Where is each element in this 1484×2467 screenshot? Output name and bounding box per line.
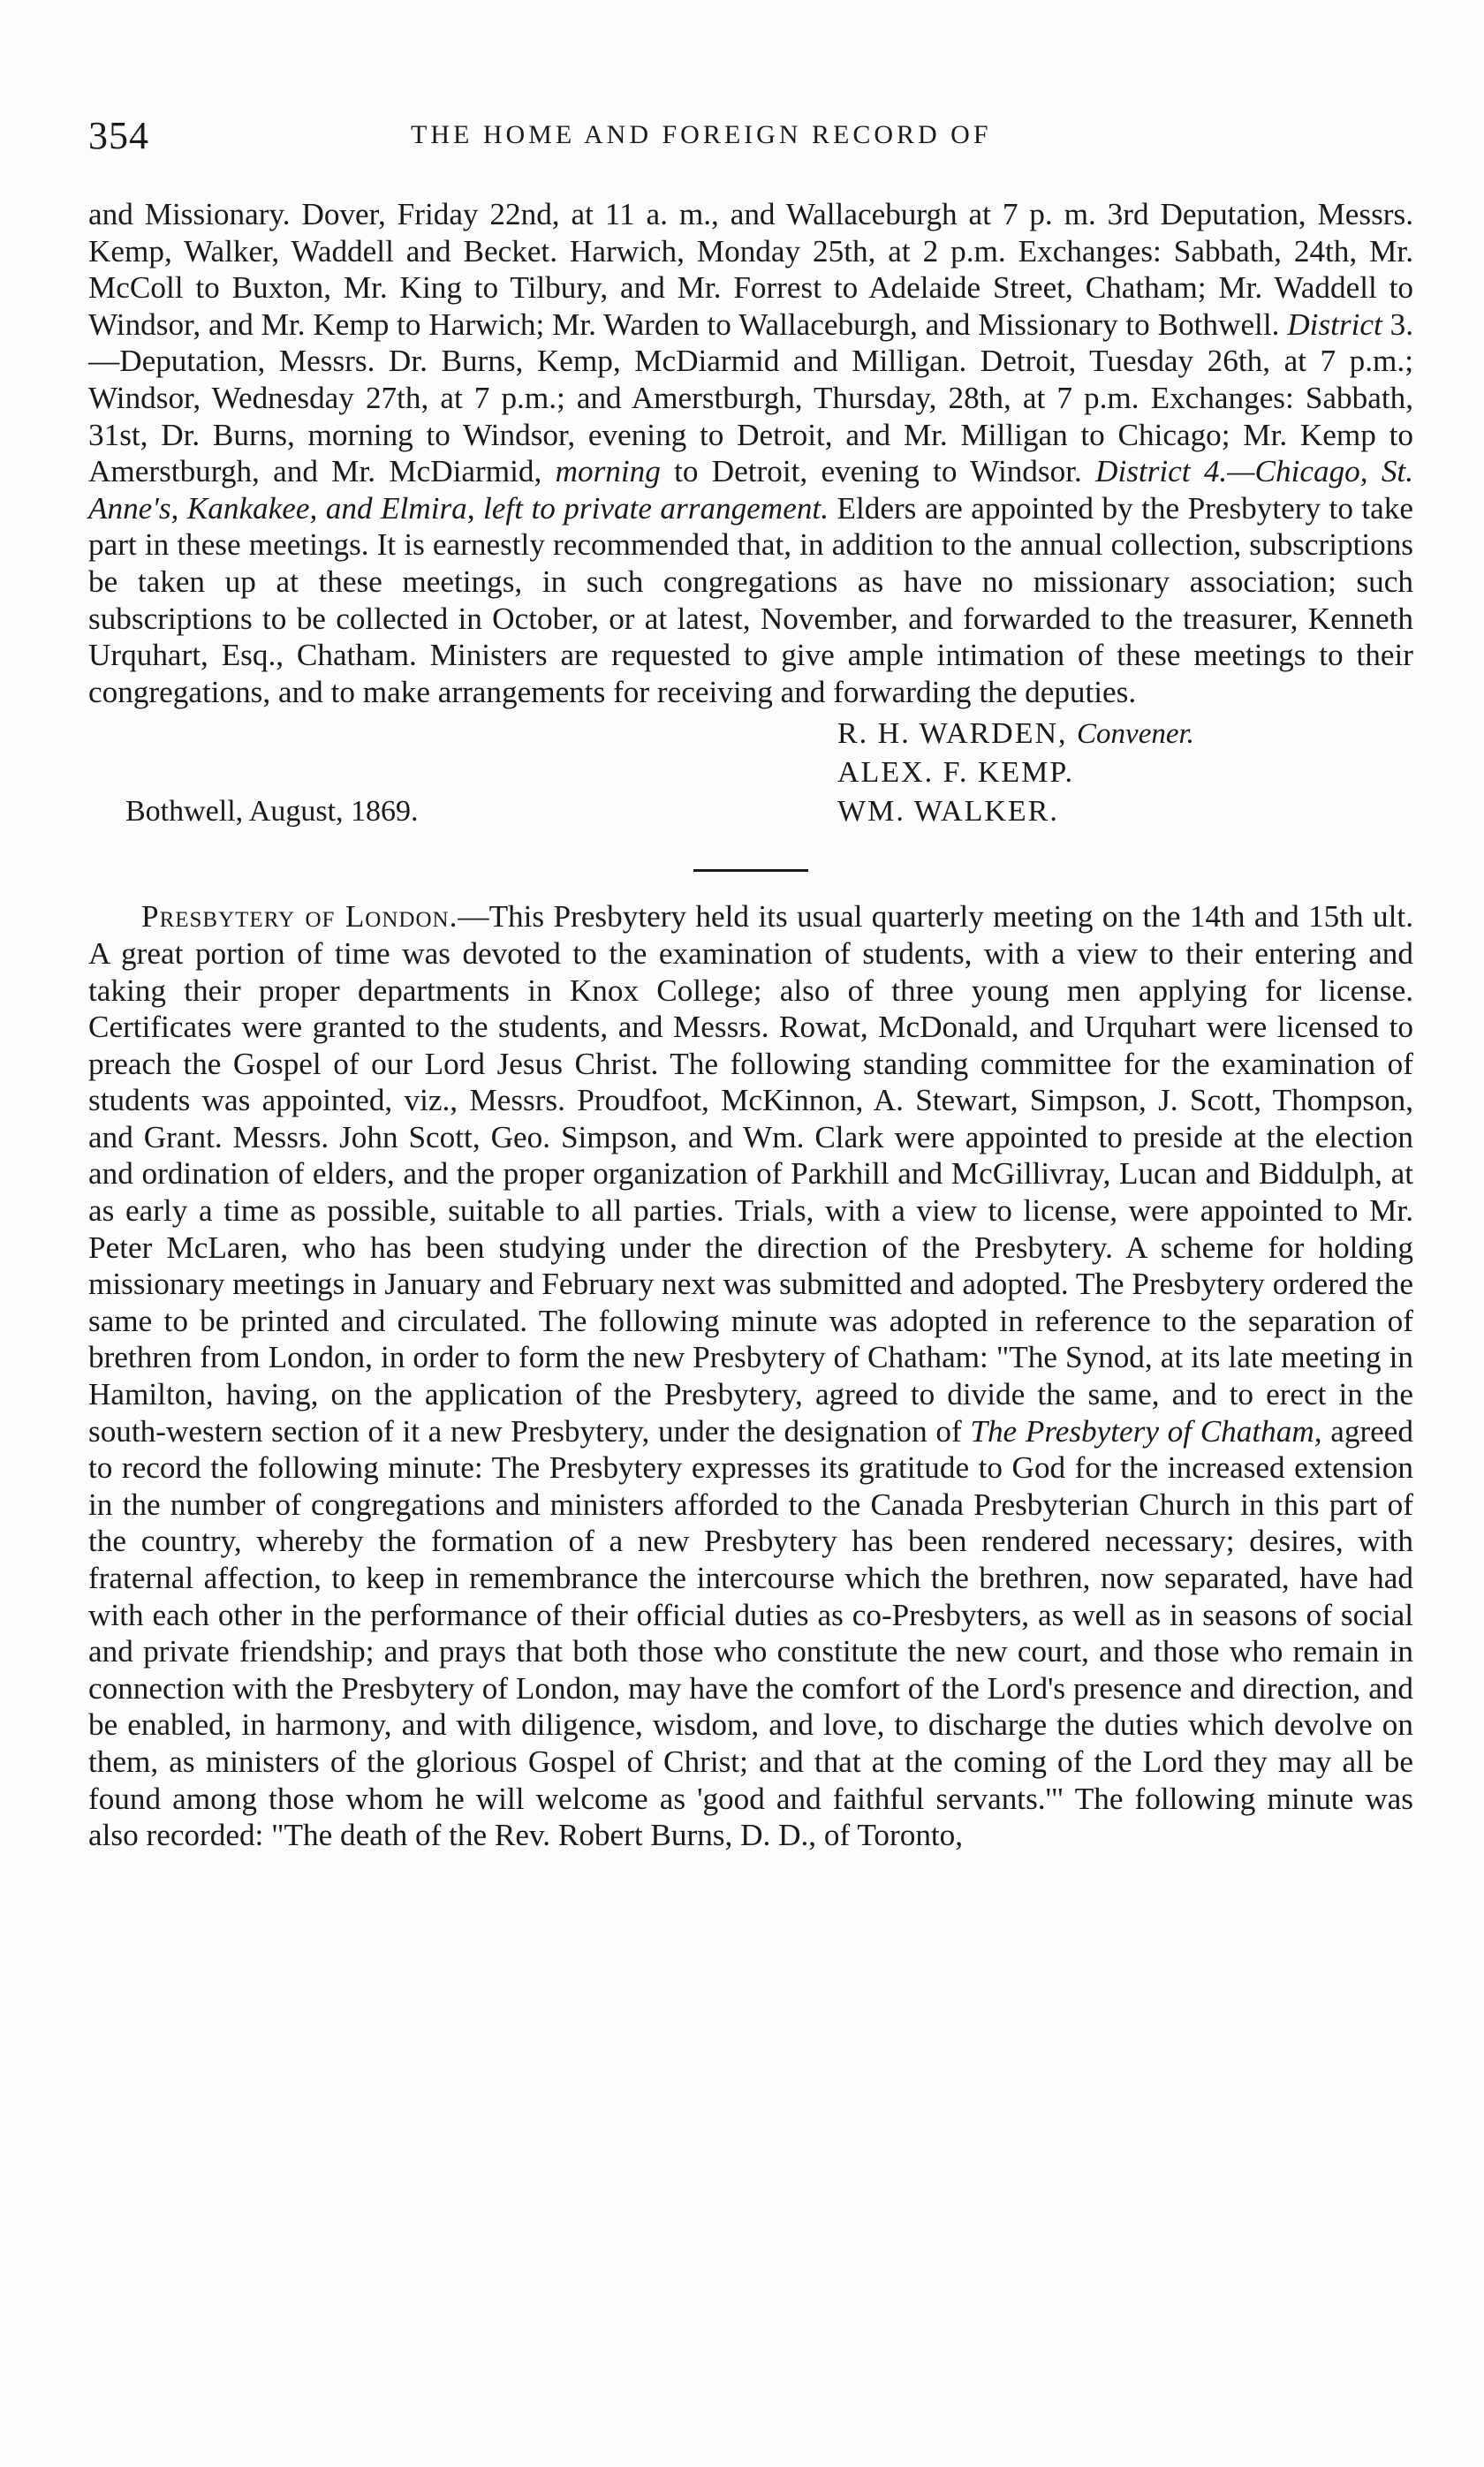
para1-text-4: Elders are appointed by the Presbytery to take part in these meetings. It is earnestly recommended that, in addition to the annual collection, subscriptions be taken up at these meetings, in such congregations as have no missionary association; such subscriptions to be collected in October, or at latest, November, and forwarded to the treasurer, Kenneth Urquhart, Esq., Chatham. Ministers are requested to give ample intimation of these meetings to their congregations, and to make arrangements for receiving and forwarding the deputies. — [88, 490, 1413, 709]
section-heading: Presbytery of London. — [141, 899, 458, 935]
signatory-warden — [837, 715, 1194, 753]
page-header — [88, 113, 1413, 166]
page-number: 354 — [88, 114, 149, 157]
signature-block — [88, 715, 1413, 832]
signatory-warden-name: R. H. WARDEN, — [837, 717, 1068, 751]
signatory-walker: WM. WALKER. — [837, 795, 1059, 829]
text-column — [88, 196, 1413, 1854]
para1-text-2: 3.—Deputation, Messrs. Dr. Burns, Kemp, McDiarmid and Milligan. Detroit, Tuesday 26th, at 7 p.m.; Windsor, Wednesday 27th, at 7 p.m.; and Amerstburgh, Thursday, 28th, at 7 p.m. Exchanges: Sabbath, 31st, Dr. Burns, morning to Windsor, evening to Detroit, and Mr. Milligan to Chicago; Mr. Kemp to Amerstburgh, and Mr. McDiarmid, — [88, 306, 1414, 489]
para1-text-3: to Detroit, evening to Windsor. — [660, 454, 1096, 489]
signatory-kemp: ALEX. F. KEMP. — [837, 756, 1075, 790]
dateline: Bothwell, August, 1869. — [125, 795, 419, 829]
para1-italic-morning: morning — [555, 454, 661, 489]
para2-italic-chatham: The Presbytery of Chatham, — [970, 1413, 1322, 1449]
para1-italic-district-4: District 4.—Chicago, St. Anne's, Kankakee, and Elmira, left to private arrangement. — [88, 454, 1413, 526]
running-title: THE HOME AND FOREIGN RECORD OF — [411, 120, 992, 149]
section-divider — [693, 869, 808, 872]
para1-text-1: and Missionary. Dover, Friday 22nd, at 11 a. m., and Wallaceburgh at 7 p. m. 3rd Deputation, Messrs. Kemp, Walker, Waddell and Becket. Harwich, Monday 25th, at 2 p.m. Exchanges: Sabbath, 24th, Mr. McColl to Buxton, Mr. King to Tilbury, and Mr. Forrest to Adelaide Street, Chatham; Mr. Waddell to Windsor, and Mr. Kemp to Harwich; Mr. Warden to Wallaceburgh, and Missionary to Bothwell. — [88, 197, 1413, 342]
presbytery-london-paragraph — [88, 898, 1413, 1853]
signatory-warden-role: Convener. — [1077, 718, 1194, 751]
deputation-paragraph — [88, 196, 1413, 710]
para2-text-1: —This Presbytery held its usual quarterly meeting on the 14th and 15th ult. A great portion of time was devoted to the examination of students, with a view to their entering and taking their proper departments in Knox College; also of three young men applying for license. Certificates were granted to the students, and Messrs. Rowat, McDonald, and Urquhart were licensed to preach the Gospel of our Lord Jesus Christ. The following standing committee for the examination of students was appointed, viz., Messrs. Proudfoot, McKinnon, A. Stewart, Simpson, J. Scott, Thompson, and Grant. Messrs. John Scott, Geo. Simpson, and Wm. Clark were appointed to preside at the election and ordination of elders, and the proper organization of Parkhill and McGillivray, Lucan and Biddulph, at as early a time as possible, suitable to all parties. Trials, with a view to license, were appointed to Mr. Peter McLaren, who has been studying under the direction of the Presbytery. A scheme for holding missionary meetings in January and February next was submitted and adopted. The Presbytery ordered the same to be printed and circulated. The following minute was adopted in reference to the separation of brethren from London, in order to form the new Presbytery of Chatham: "The Synod, at its late meeting in Hamilton, having, on the application of the Presbytery, agreed to divide the same, and to erect in the south-western section of it a new Presbytery, under the designation of — [88, 899, 1413, 1449]
para1-italic-district: District — [1287, 306, 1382, 342]
para2-text-2: agreed to record the following minute: The Presbytery expresses its gratitude to God for the increased extension in the number of congregations and ministers afforded to the Canada Presbyterian Church in this part of the country, whereby the formation of a new Presbytery has been rendered necessary; desires, with fraternal affection, to keep in remembrance the intercourse which the brethren, now separated, have had with each other in the performance of their official duties as co-Presbyters, as well as in seasons of social and private friendship; and prays that both those who constitute the new court, and those who remain in connection with the Presbytery of London, may have the comfort of the Lord's presence and direction, and be enabled, in harmony, and with diligence, wisdom, and love, to discharge the duties which devolve on them, as ministers of the glorious Gospel of Christ; and that at the coming of the Lord they may all be found among those whom he will welcome as 'good and faithful servants.'" The following minute was also recorded: "The death of the Rev. Robert Burns, D. D., of Toronto, — [88, 1413, 1413, 1853]
